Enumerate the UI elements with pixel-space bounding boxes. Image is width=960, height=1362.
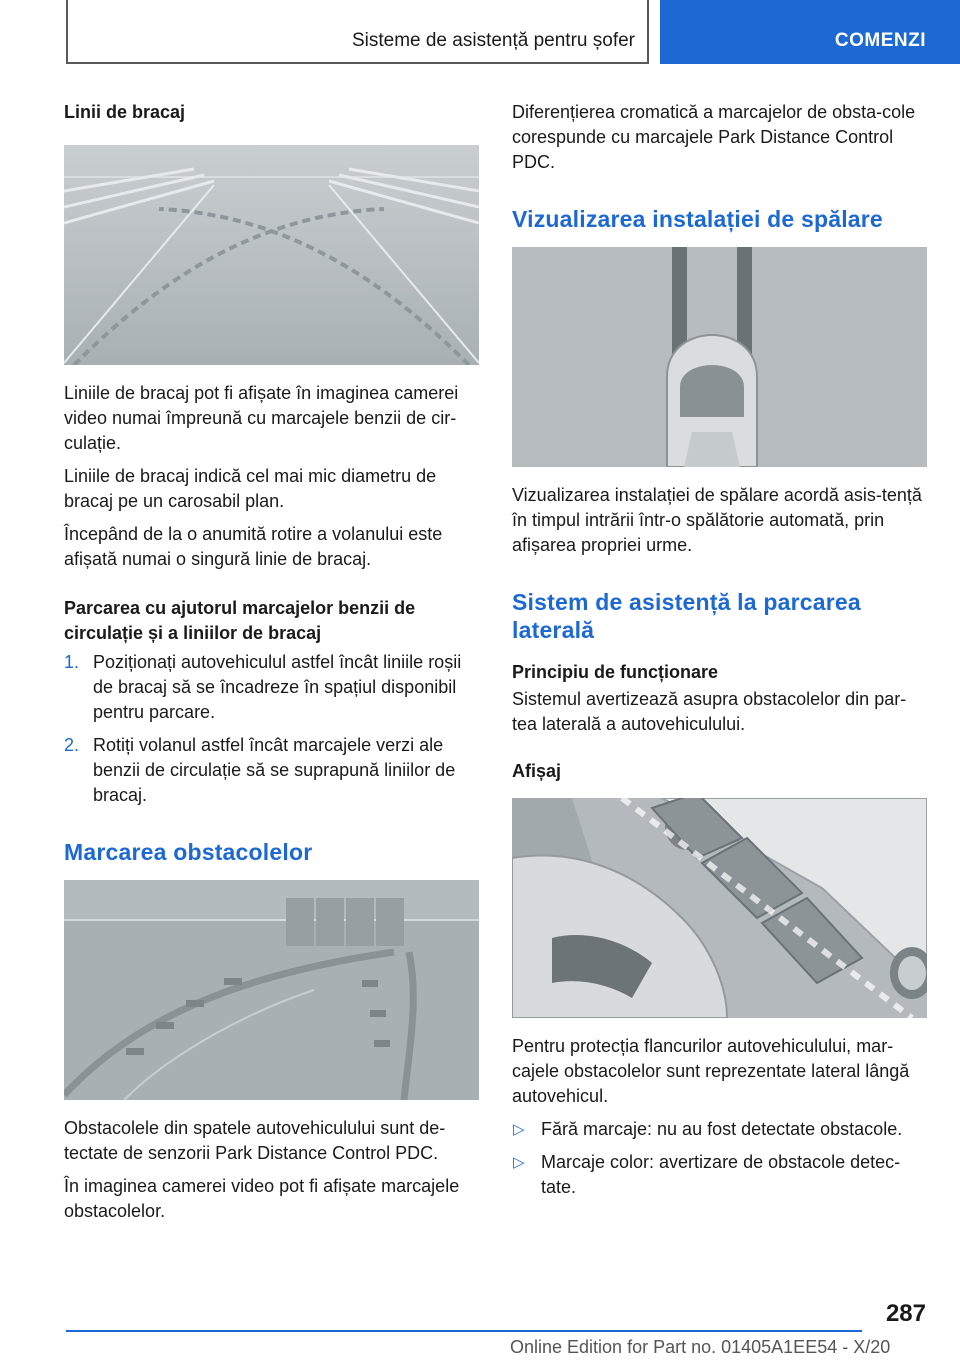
list-item (512, 1117, 927, 1142)
list-item (64, 733, 479, 808)
bullet-list (512, 1117, 927, 1200)
triangle-bullet-icon: ▷ (513, 1154, 525, 1171)
heading-principiu: Principiu de funcționare (512, 662, 719, 682)
left-column (64, 100, 479, 1224)
header-frame (66, 0, 649, 64)
side-parking-figure (512, 798, 927, 1018)
paragraph: Pentru protecția flancurilor autovehiculului, mar‐cajele obstacolelor sunt reprezentate lateral lângă autovehicul. (512, 1036, 910, 1106)
heading-vizualizarea: Vizualizarea instalației de spălare (512, 206, 883, 232)
heading-sistem-asistenta-laterala: Sistem de asistență la parcarea laterală (512, 589, 861, 643)
heading-marcarea-obstacolelor: Marcarea obstacolelor (64, 839, 313, 865)
paragraph: Liniile de bracaj pot fi afișate în imaginea camerei video numai împreună cu marcajele benzii de cir‐culație. (64, 383, 459, 453)
step-text: Poziționați autovehiculul astfel încât liniile roșii de bracaj să se încadreze în spațiul disponibil pentru parcare. (93, 652, 462, 722)
paragraph: Sistemul avertizează asupra obstacolelor din par‐tea laterală a autovehiculului. (512, 689, 907, 734)
right-column (512, 100, 927, 1200)
header-tab-label: COMENZI (834, 30, 926, 51)
paragraph: Diferențierea cromatică a marcajelor de obsta‐cole corespunde cu marcajele Park Distance Control PDC. (512, 102, 916, 172)
paragraph: Vizualizarea instalației de spălare acordă asis‐tență în timpul intrării într-o spălătorie automată, prin afișarea propriei urme. (512, 485, 922, 555)
list-item (512, 1150, 927, 1200)
bullet-text: Marcaje color: avertizare de obstacole detec‐tate. (541, 1152, 901, 1197)
paragraph: Începând de la o anumită rotire a volanului este afișată numai o singură linie de bracaj. (64, 524, 443, 569)
step-text: Rotiți volanul astfel încât marcajele verzi ale benzii de circulație să se suprapună liniilor de bracaj. (93, 735, 456, 805)
step-number: 2. (64, 735, 80, 755)
paragraph: Obstacolele din spatele autovehiculului sunt de‐tectate de senzorii Park Distance Control PDC. (64, 1118, 446, 1163)
page-number: 287 (885, 1300, 926, 1327)
heading-linii-de-bracaj: Linii de bracaj (64, 102, 186, 122)
heading-afisaj: Afișaj (512, 761, 562, 781)
paragraph: Liniile de bracaj indică cel mai mic diametru de bracaj pe un carosabil plan. (64, 466, 437, 511)
steps-list (64, 650, 479, 808)
obstacle-markings-figure (64, 880, 479, 1100)
heading-parcarea: Parcarea cu ajutorul marcajelor benzii de circulație și a liniilor de bracaj (64, 598, 416, 643)
turning-lines-figure (64, 145, 479, 365)
triangle-bullet-icon: ▷ (513, 1121, 525, 1138)
paragraph: În imaginea camerei video pot fi afișate marcajele obstacolelor. (64, 1176, 460, 1221)
bullet-text: Fără marcaje: nu au fost detectate obstacole. (541, 1119, 903, 1139)
car-wash-view-figure (512, 247, 927, 467)
step-number: 1. (64, 652, 80, 672)
list-item (64, 650, 479, 725)
header-title: Sisteme de asistență pentru șofer (351, 30, 635, 51)
edition-text: Online Edition for Part no. 01405A1EE54 - X/20 (510, 1337, 891, 1357)
footer-divider (66, 1330, 862, 1332)
header-tab-comenzi[interactable] (660, 0, 960, 64)
